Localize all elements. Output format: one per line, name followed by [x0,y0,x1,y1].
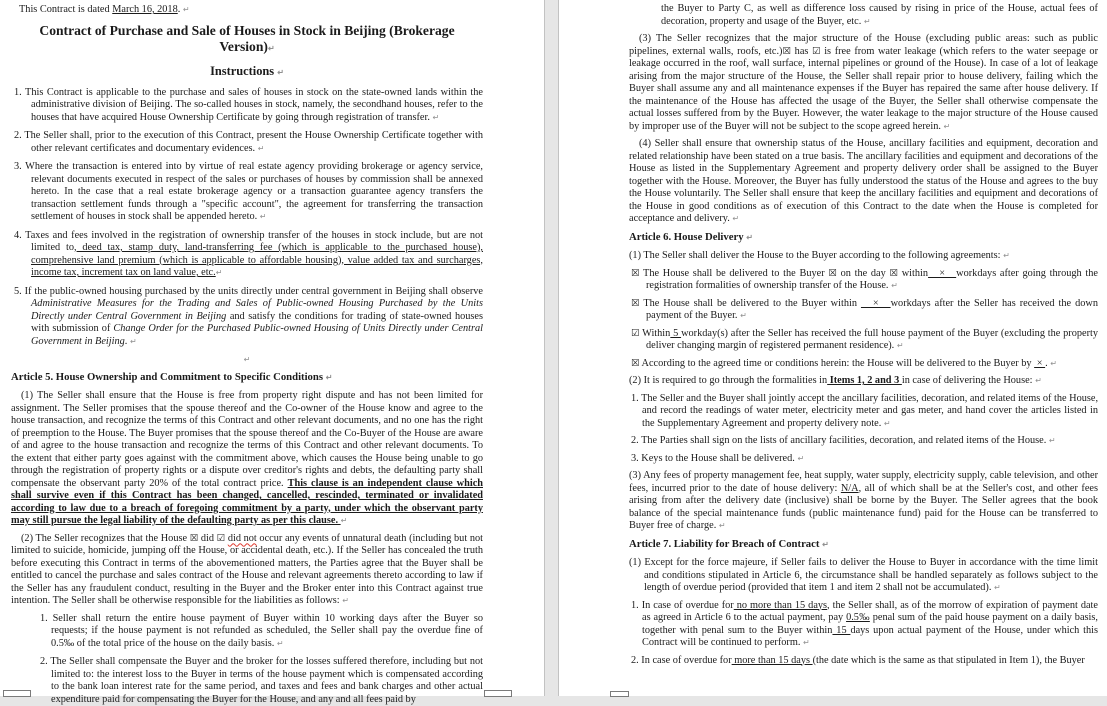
underlined-text: deed tax, stamp duty, land-transferring fee (which is applicable to the purchased house), comprehensive land premium (which is applicable to affordable housing), value added tax and surcharges, income tax, increment tax on land value, etc. [31,242,483,278]
instruction-item-1 [11,87,483,125]
article-5-clause-2 [11,533,483,608]
paragraph-mark-icon: ↵ [943,121,951,131]
paragraph-mark-icon: ↵ [1050,358,1057,368]
right-page-content [559,0,1107,667]
paragraph-mark-icon: ↵ [797,453,805,463]
text-run: 1. The Seller and the Buyer shall jointly accept the ancillary facilities, decoration, and related items of the House, and record the readings of water meter, electricity meter and gas meter, and hand cover the articles listed in the Supplementary Agreement and property delivery note. [631,392,1099,429]
underlined-text: March 16, 2018 [112,4,178,15]
delivery-formality-item-2 [629,435,1098,448]
paragraph-mark-icon: ↵ [891,281,898,290]
text-run: Article 6. House Delivery [629,230,747,243]
paragraph-mark-icon: ↵ [259,212,267,221]
paragraph-mark-icon: ↵ [342,596,349,605]
underlined-text: × [1034,357,1046,369]
checkbox-crossed-icon: ☒ [189,532,199,544]
instruction-item-5 [11,286,483,349]
paragraph-mark-icon: ↵ [257,143,265,153]
text-run: , the Seller shall, as of the morrow of expiration of payment date as agreed in Article 6 to the actual payment, pay [642,599,1098,623]
underlined-text: 5 [670,327,682,339]
checkbox-crossed-icon: ☒ [828,267,837,279]
text-run: 1. In case of overdue for [631,599,734,611]
left-page[interactable] [0,0,545,705]
text-run: (1) The Seller shall ensure that the House is free from property right dispute and has not been limited for assignment. The Seller promises that the spouse thereof and the Co-owner of the House know and agree to the house transaction, and recognize the terms of this Contract and other relevant documents, and no one has the right of preemption to the House. The Buyer promises that the spouse thereof and the Co-Buyer of the House are aware of and agree to the house transaction and recognize the terms of this Contract and other relevant documents. To the extent that either party goes against with the commitment above, which causes the House being unable to go through the registration of property rights or a dispute over creditor's rights and debts, the defaulting party shall compensate the observant party 20% of the total contract price. [11,390,483,489]
text-run: 2. The Seller shall, prior to the execution of this Contract, present the House Ownership Certificate together with other relevant certificates and documentary evidences. [14,130,483,154]
text-run: in case of delivering the House: [901,375,1036,386]
checkbox-checked-icon: ☑ [631,327,640,339]
paragraph-mark-icon: ↵ [276,638,284,648]
paragraph-mark-icon: ↵ [215,268,223,277]
paragraph-mark-icon: ↵ [243,355,251,364]
empty-paragraph [11,354,483,367]
instruction-item-4 [11,230,483,280]
text-run: . [124,335,130,347]
delivery-option-2 [629,298,1098,323]
text-run: . [177,4,183,15]
article-6-heading [629,231,1098,245]
text-run: 5. If the public-owned housing purchased by the units directly under central government in Beijing shall observe [14,285,483,297]
paragraph-mark-icon: ↵ [822,539,829,549]
continued-paragraph [629,3,1098,28]
text-run: Article 7. Liability for Breach of Contract [629,537,823,550]
paragraph-mark-icon: ↵ [994,583,1001,592]
text-run: is free from water leakage (which refers to the water seepage or leakage occurred in the roof, wall surface, internal pipelines or ground of the House). In case of a lot of leakage arising from the major structure of the House, the Seller shall repair prior to house delivery, failing which the Buyer shall assume any and all maintenance expenses if the Buyer has repaired the same after house delivery. If the maintenance of the House has affected the usage of the Buyer, the Seller shall otherwise compensate the actual losses suffered from by the Buyer. However, the water leakage to the major structure of the House caused by improper use of the Buyer will not be subject to the scope agreed herein. [629,45,1098,132]
text-run: the Buyer to Party C, as well as difference loss caused by rising in price of the House, actual fees of decoration, property and usage of the Buyer, etc. [661,3,1098,27]
text-run: (3) Any fees of property management fee, heat supply, water supply, electricity supply, cable television, and other fees, incurred prior to the date of house delivery: [629,470,1098,494]
checkbox-checked-icon: ☑ [216,532,226,544]
article-6-clause-3 [629,470,1098,533]
text-run: 3. Keys to the House shall be delivered. [631,452,798,464]
cropped-box [610,691,629,697]
checkbox-checked-icon: ☑ [812,45,821,57]
text-run: penal sum of the paid house payment on a daily basis, together with penal sum to the Buyer within [642,612,1098,636]
text-run: did [198,532,217,544]
text-run: Instructions [210,63,278,78]
underlined-text: × [928,267,957,279]
text-run: 1. Seller shall return the entire house payment of Buyer within 10 working days after the Buyer so requests; if the house payment is not refunded as scheduled, the Seller shall pay the overdue fine of 0.5‰ of the total price of the house on the daily basis. [40,612,483,649]
article-7-clause-1 [629,557,1098,595]
paragraph-mark-icon: ↵ [896,341,904,350]
right-page[interactable] [558,0,1107,696]
article-7-heading [629,538,1098,552]
text-run: occur any events of unnatural death (including but not limited to suicide, homicide, jumping off the House, or accidental death, etc.). If the Seller has concealed the truth before executing this Contract in terms of the abovementioned matters, the Parties agree that the Buyer shall be entitled to cancel the purchase and sales contract of the House and relevant agreements thereto according to law if the Seller has any fraudulent conduct, resulting in the Buyer and the Broker enter into this Contract against true intention. The Seller shall be otherwise responsible for the liabilities as follows: [11,532,483,606]
paragraph-mark-icon: ↵ [883,418,891,428]
document-title [11,23,483,57]
text-run: 1. This Contract is applicable to the purchase and sales of houses in stock on the state-owned lands within the administrative division of Beijing. The so-called houses in stock, namely, the secondhand houses, refer to the houses that have acquired House Ownership Certificate by going through registration of transfer. [14,86,483,123]
paragraph-mark-icon: ↵ [732,214,740,223]
checkbox-crossed-icon: ☒ [631,267,640,279]
text-run: (4) Seller shall ensure that ownership status of the House, ancillary facilities and equipment, decoration and related relationship have been stated on a true basis. The ancillary facilities and equipment and decorations of the House as listed in the Supplementary Agreement and property delivery order shall be assigned to the Buyer together with the House. Moreover, the Buyer has fully understood the status of the House and agrees to the buy the House voluntarily. The Seller shall ensure that keep the ancillary facilities and equipment and decorations of the House in good conditions as of execution of this Contract to the date when the House is completed for acceptance and delivery. [629,138,1098,224]
article-5-clause-1 [11,390,483,528]
paragraph-mark-icon: ↵ [182,5,190,14]
underlined-text: more than 15 days [731,654,813,666]
spellcheck-flagged-text: did not [227,532,257,544]
delivery-option-1 [629,268,1098,293]
underlined-text: 15 [832,624,851,636]
text-run: 2. The Parties shall sign on the lists of ancillary facilities, decoration, and related items of the House. [631,435,1049,446]
italic-title-text: Administrative Measures for the Trading and Sales of Public-owned Housing Purchased by the Units Directly under Central Government in Beijing [31,298,483,322]
checkbox-crossed-icon: ☒ [782,45,792,57]
underlined-text: Items 1, 2 and 3 [827,375,902,386]
text-run: on the day [836,267,890,279]
underlined-text: This clause is an independent clause which shall survive even if this Contract has been changed, cancelled, rescinded, terminated or invalidated according to law due to a breach of foregoing commitment by a party, under which the observant party may still pursue the legal liability of the defaulting party as per this clause. [11,477,483,526]
paragraph-mark-icon: ↵ [863,16,871,26]
seller-liability-item-2 [11,656,483,706]
text-run: workdays after the Seller has received the down payment of the Buyer. [646,297,1098,321]
paragraph-mark-icon: ↵ [803,638,810,647]
text-run: Contract of Purchase and Sale of Houses in Stock in Beijing (Brokerage Version) [39,22,455,54]
article-5-clause-4 [629,138,1098,226]
instructions-heading [11,64,483,80]
text-run: (the date which is the same as that stipulated in Item 1), the Buyer [812,654,1085,666]
text-run: days upon actual payment of the House, under which this Contract will be continued to perform. [642,624,1099,648]
text-run: The House shall be delivered to the Buyer [639,267,829,279]
text-run: The House shall be delivered to the Buyer within [639,297,861,309]
article-6-clause-1 [629,250,1098,263]
text-run: 3. Where the transaction is entered into by virtue of real estate agency providing brokerage or agency service, relevant documents executed in respect of the sales or purchases of houses by commission shall be annexed hereto. In the case that a real estate brokerage agency or a transaction guarantee agency transfers the transaction settlement funds through a "specific account", the agreement for transferring the transaction settlement of houses in stock shall be appended hereto. [14,161,483,222]
paragraph-mark-icon: ↵ [1048,436,1056,445]
paragraph-mark-icon: ↵ [340,516,348,525]
delivery-option-4 [629,358,1098,371]
paragraph-mark-icon: ↵ [267,43,275,53]
text-run: and satisfy the conditions for trading of state-owned houses with submission of [31,310,484,334]
underlined-text: no more than 15 days [733,599,828,611]
text-run: workday(s) after the Seller has received the full house payment of the Buyer (excluding the property deliver changing margin of registered permanent residence). [646,327,1099,351]
text-run: This Contract is dated [19,4,113,15]
article-5-clause-3 [629,33,1098,133]
text-run: , all of which shall be at the Seller's cost, and other fees arising from after the delivery date (inclusive) shall be borne by the Buyer. The Seller agrees that the book balance of the special maintenance funds (public maintenance fund) paid for the House can be transferred to Buyer free of charge. [629,482,1098,531]
text-run: Article 5. House Ownership and Commitment to Specific Conditions [11,370,326,383]
underlined-text: 0.5‰ [846,612,870,623]
instruction-item-3 [11,161,483,224]
text-run: has [791,45,813,57]
delivery-formality-item-1 [629,393,1098,431]
paragraph-mark-icon: ↵ [718,521,726,530]
overdue-item-2 [629,655,1098,668]
paragraph-mark-icon: ↵ [129,336,137,346]
text-run: 2. The Seller shall compensate the Buyer and the broker for the losses suffered therefore, including but not limited to: the interest loss to the Buyer in terms of the house payment which is compensated according to the bank loan interest rate for the same period, and taxes and fees and bank charges and other actual expenditure paid for compensating the Buyer for the House, and any and all fees paid by [40,656,483,705]
overdue-item-1 [629,600,1098,650]
text-run: (3) The Seller recognizes that the major structure of the House (excluding public areas: such as public pipelines, external walls, roofs, etc.) [629,33,1098,57]
text-run: . [1045,357,1051,369]
paragraph-mark-icon: ↵ [740,311,747,320]
delivery-option-3 [629,328,1098,353]
text-run: (2) The Seller recognizes that the House [21,532,190,544]
text-run: Within [639,327,671,339]
paragraph-mark-icon: ↵ [746,232,753,242]
underlined-text: N/A [840,482,859,494]
article-5-heading [11,371,483,385]
italic-title-text: Change Order for the Purchased Public-owned Housing of Units Directly under Central Government in Beijing [31,323,484,347]
seller-liability-item-1 [11,613,483,651]
text-run: According to the agreed time or conditions herein: the House will be delivered to the Buyer by [639,357,1035,369]
text-run: 4. Taxes and fees involved in the registration of ownership transfer of the houses in stock include, but are not limited to, [14,229,483,253]
text-run: 2. In case of overdue for [631,654,732,666]
paragraph-mark-icon: ↵ [325,372,333,382]
text-run: (2) It is required to go through the formalities in [629,375,828,386]
date-line [11,4,483,17]
text-run: within [898,267,929,279]
instruction-item-2 [11,130,483,155]
paragraph-mark-icon: ↵ [277,67,284,77]
checkbox-crossed-icon: ☒ [631,297,640,309]
left-page-content [0,0,544,706]
underlined-text: × [860,297,891,309]
article-6-clause-2 [629,375,1098,388]
text-run: (1) The Seller shall deliver the House to the Buyer according to the following agreements: [629,250,1004,261]
text-run: workdays after going through the registration formalities of ownership transfer of the House. [646,267,1098,291]
paragraph-mark-icon: ↵ [1035,376,1042,385]
delivery-formality-item-3 [629,453,1098,466]
text-run: (1) Except for the force majeure, if Seller fails to deliver the House to Buyer in accordance with the time limit and conditions stipulated in Article 6, the circumstance shall be handled separately as follows subject to the length of overdue period (provided that item 1 and item 2 shall not be accumulated). [629,557,1098,593]
paragraph-mark-icon: ↵ [1003,251,1010,260]
paragraph-mark-icon: ↵ [432,112,440,122]
checkbox-crossed-icon: ☒ [889,267,899,279]
checkbox-crossed-icon: ☒ [631,357,640,369]
